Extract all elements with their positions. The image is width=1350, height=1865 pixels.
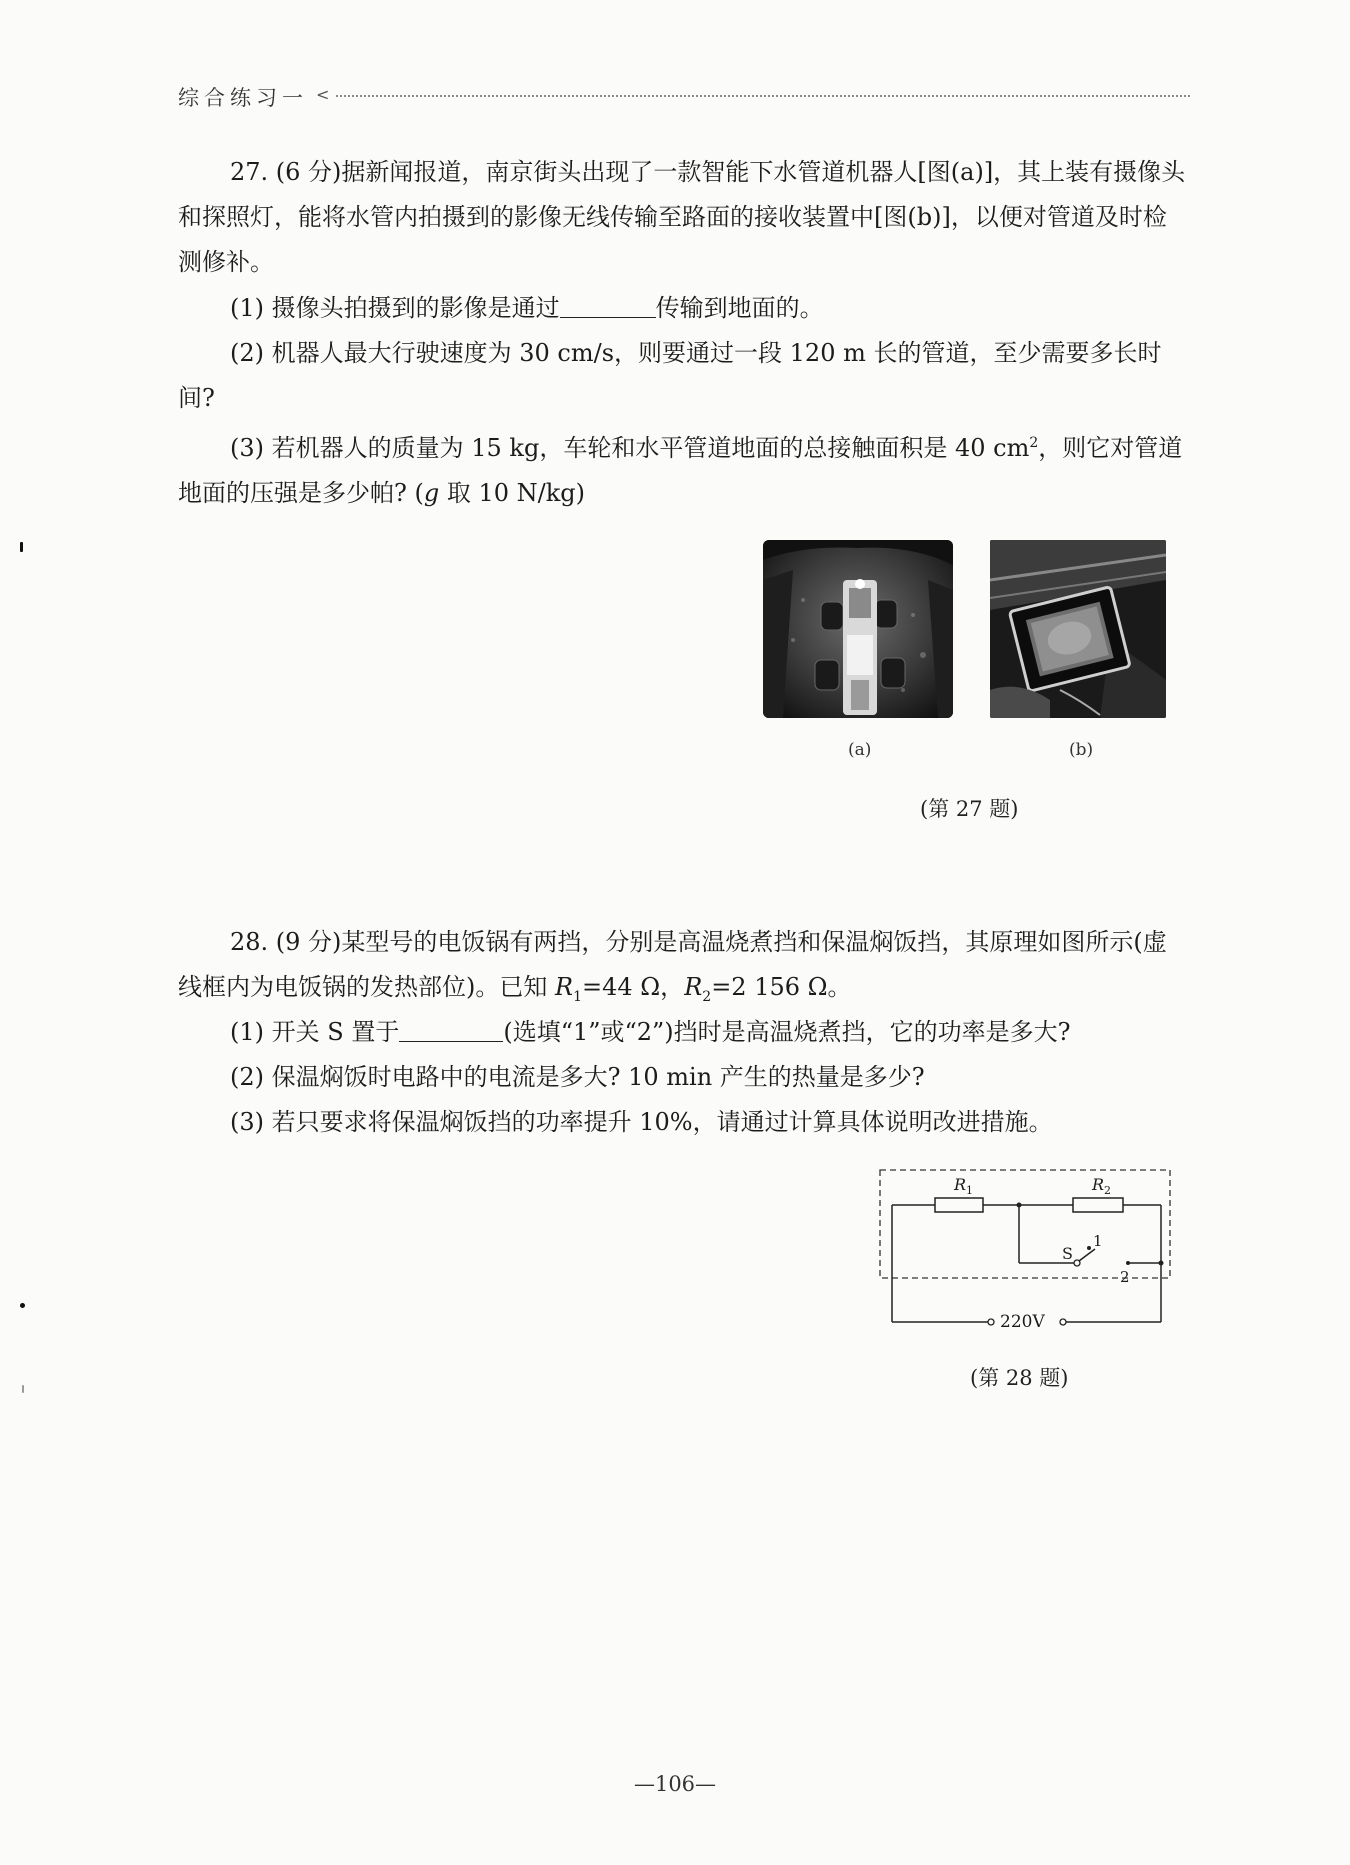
r2-label: $R_2$: [1092, 1175, 1112, 1198]
receiver-photo: [990, 540, 1166, 718]
fig-a-label: (a): [848, 740, 872, 760]
q27-stem: 27. (6 分)据新闻报道，南京街头出现了一款智能下水管道机器人[图(a)]，其上装有摄像头和探照灯，能将水管内拍摄到的影像无线传输至路面的接收装置中[图(b)]，以便对管道及时检测修补。: [178, 158, 1186, 276]
answer-blank[interactable]: [560, 295, 656, 318]
q27-sub3-text-b: ，则它对管道地面的压强是多少帕? (: [178, 434, 1183, 507]
q28-figure-caption: (第 28 题): [970, 1366, 1069, 1390]
q27-sub2-text: (2) 机器人最大行驶速度为 30 cm/s，则要通过一段 120 m 长的管道，至少需要多长时间?: [178, 339, 1162, 412]
subscript: 1: [573, 988, 582, 1005]
contact-1-label: 1: [1093, 1232, 1103, 1250]
q28-sub3: (3) 若只要求将保温焖饭挡的功率提升 10%，请通过计算具体说明改进措施。: [230, 1108, 1053, 1136]
q27-sub1-text-b: 传输到地面的。: [655, 294, 824, 322]
scan-mark: [20, 1303, 25, 1308]
page-number: —106—: [633, 1772, 717, 1796]
r1-value: =44 Ω，: [582, 973, 685, 1001]
q28-sub1-text-b: (选填“1”或“2”)挡时是高温烧煮挡，它的功率是多大?: [503, 1018, 1071, 1046]
arrow-left-icon: <: [316, 85, 330, 104]
scan-mark: [20, 542, 23, 552]
answer-blank[interactable]: [399, 1019, 503, 1042]
r1-symbol: R: [555, 973, 574, 1001]
q27-sub3-text-a: (3) 若机器人的质量为 15 kg，车轮和水平管道地面的总接触面积是 40 cm: [230, 434, 1030, 462]
q28-sub1: [178, 1010, 1190, 1055]
q27-sub2: [178, 331, 1190, 421]
source-voltage-label: 220V: [1000, 1312, 1045, 1332]
superscript: 2: [1029, 435, 1039, 451]
r2-value: =2 156 Ω。: [711, 973, 852, 1001]
q28-sub1-text-a: (1) 开关 S 置于: [230, 1018, 400, 1046]
q27-sub1: [178, 286, 1190, 331]
r1-label: $R_1$: [954, 1175, 974, 1198]
q27-sub3-text-c: 取 10 N/kg): [439, 479, 586, 507]
q27-sub1-text-a: (1) 摄像头拍摄到的影像是通过: [230, 294, 560, 322]
robot-photo: [763, 540, 953, 718]
subscript: 2: [702, 988, 712, 1005]
switch-label: S: [1062, 1244, 1073, 1263]
contact-2-label: 2: [1120, 1268, 1130, 1286]
page-header: [178, 82, 1190, 112]
fig-b-label: (b): [1069, 740, 1094, 760]
q28-stem-text: 28. (9 分)某型号的电饭锅有两挡，分别是高温烧煮挡和保温焖饭挡，其原理如图所示(虚线框内为电饭锅的发热部位)。已知: [178, 928, 1167, 1001]
circuit-diagram: [875, 1165, 1175, 1335]
q28-stem: [178, 920, 1190, 1020]
variable-g: g: [423, 479, 440, 507]
q27-figure-caption: (第 27 题): [920, 797, 1019, 821]
header-rule: [336, 95, 1190, 97]
scan-mark: [22, 1385, 24, 1393]
q27-sub3: [178, 421, 1190, 516]
section-title: 综合练习一: [178, 86, 308, 110]
r2-symbol: R: [684, 973, 703, 1001]
q28-sub2: (2) 保温焖饭时电路中的电流是多大? 10 min 产生的热量是多少?: [230, 1063, 925, 1091]
